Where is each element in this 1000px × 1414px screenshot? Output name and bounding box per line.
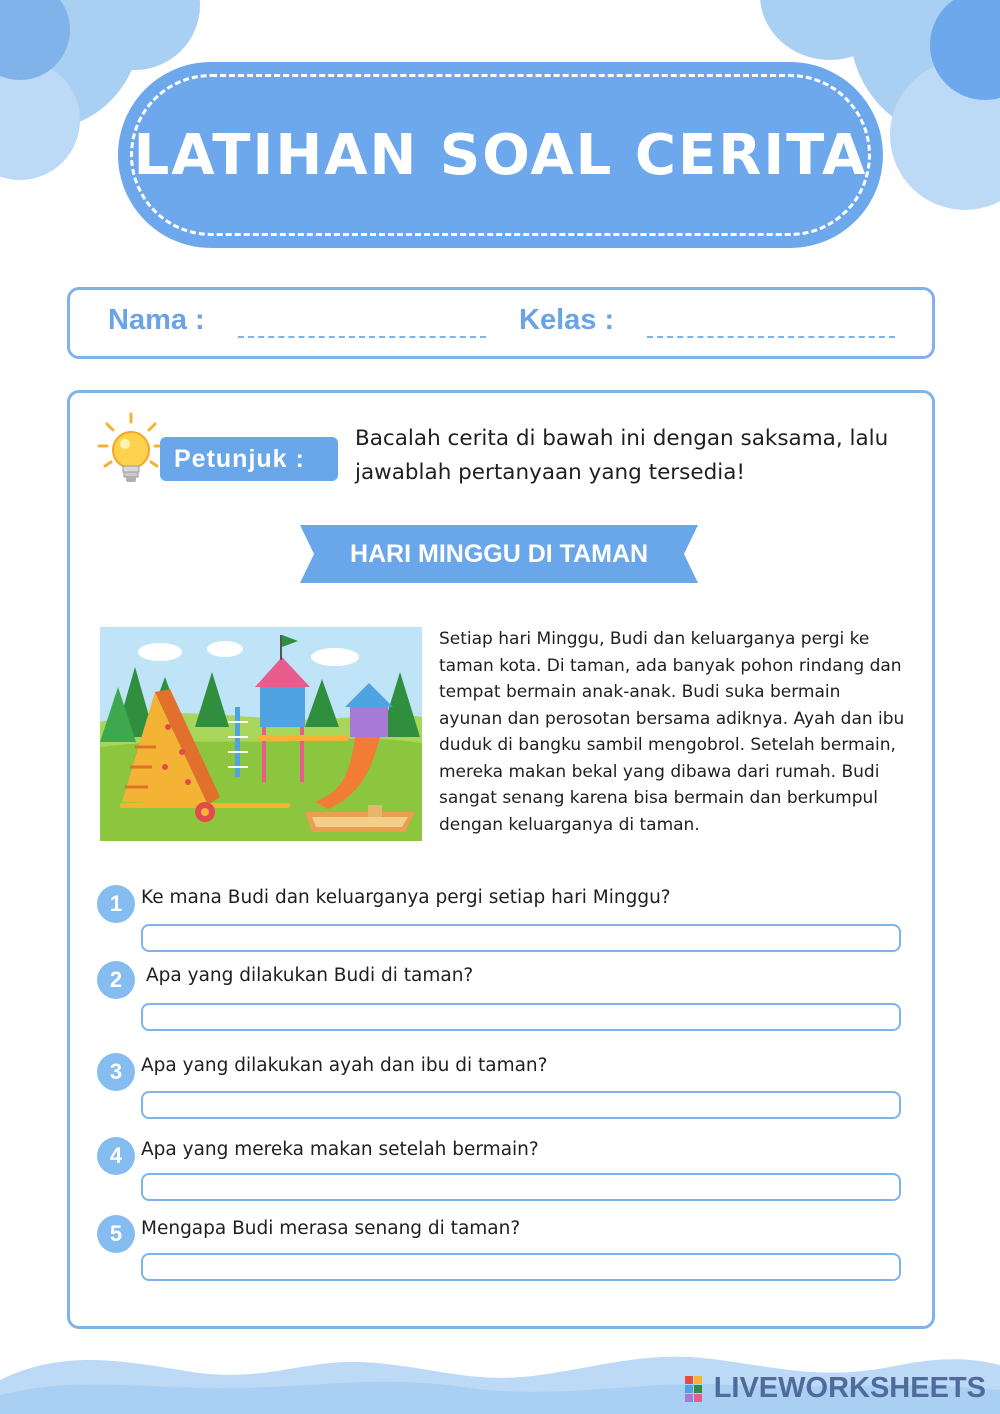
class-label: Kelas : — [519, 304, 615, 336]
answer-field[interactable] — [141, 1003, 901, 1031]
answer-field[interactable] — [141, 924, 901, 952]
story-title: HARI MINGGU DI TAMAN — [349, 539, 649, 568]
answer-field[interactable] — [141, 1173, 901, 1201]
answer-field[interactable] — [141, 1091, 901, 1119]
liveworksheets-grid-icon — [685, 1376, 711, 1402]
name-label: Nama : — [108, 304, 205, 336]
class-input-line[interactable] — [647, 336, 895, 338]
question-text: Ke mana Budi dan keluarganya pergi setiap hari Minggu? — [141, 887, 671, 908]
question-number-badge: 4 — [97, 1137, 135, 1175]
name-input-line[interactable] — [238, 336, 486, 338]
question-number-badge: 5 — [97, 1215, 135, 1253]
question-number-badge: 2 — [97, 961, 135, 999]
title-banner — [118, 62, 883, 248]
student-info-box — [67, 287, 935, 359]
playground-illustration — [100, 627, 422, 841]
logo-text: LIVEWORKSHEETS — [713, 1372, 986, 1404]
question-text: Apa yang dilakukan Budi di taman? — [146, 965, 474, 986]
question-text: Mengapa Budi merasa senang di taman? — [141, 1218, 521, 1239]
question-text: Apa yang dilakukan ayah dan ibu di taman? — [141, 1055, 548, 1076]
question-text: Apa yang mereka makan setelah bermain? — [141, 1139, 539, 1160]
question-number-badge: 3 — [97, 1053, 135, 1091]
story-body: Setiap hari Minggu, Budi dan keluarganya pergi ke taman kota. Di taman, ada banyak pohon rindang dan tempat bermain anak-anak. Budi suka bermain ayunan dan perosotan bersama adiknya. Ayah dan ibu duduk di bangku sambil mengobrol. Setelah bermain, mereka makan bekal yang dibawa dari rumah. Budi sangat senang karena bisa bermain dan berkumpul dengan keluarganya di taman. — [439, 629, 905, 835]
instruction-label: Petunjuk : — [160, 437, 338, 481]
answer-field[interactable] — [141, 1253, 901, 1281]
page-title: LATIHAN SOAL CERITA — [133, 122, 868, 188]
story-title-ribbon — [300, 525, 698, 583]
question-number-badge: 1 — [97, 885, 135, 923]
instruction-text: Bacalah cerita di bawah ini dengan saksama, lalu jawablah pertanyaan yang tersedia! — [355, 426, 889, 485]
light-bulb-icon — [95, 410, 167, 492]
liveworksheets-logo[interactable] — [685, 1372, 986, 1405]
